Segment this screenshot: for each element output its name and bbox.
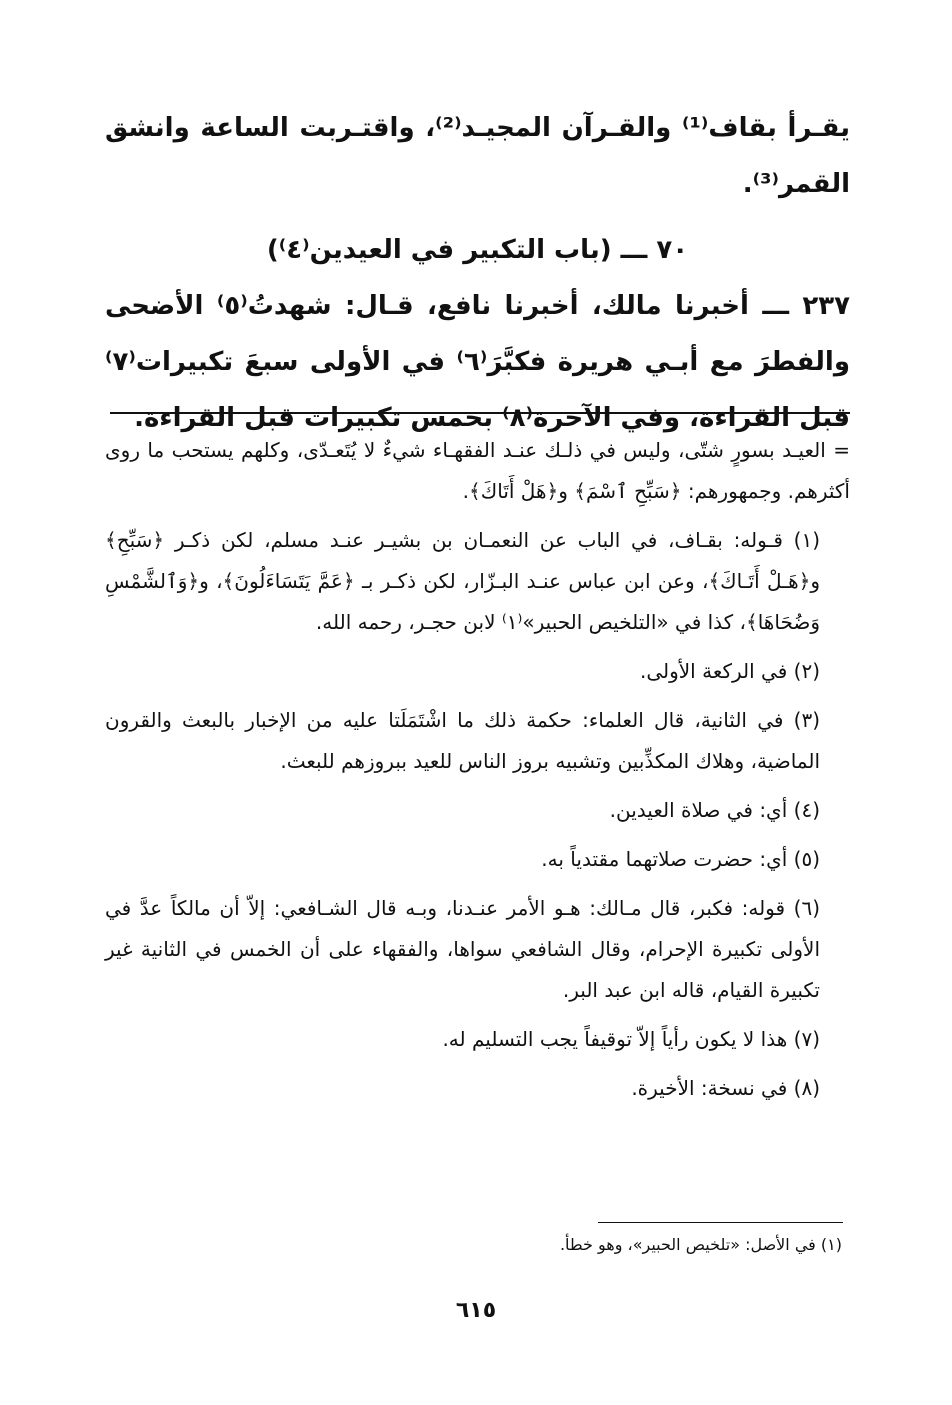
sub-footnote: (١) في الأصل: «تلخيص الحبير»، وهو خطأ. <box>559 1235 842 1254</box>
subnote-separator <box>598 1222 843 1223</box>
footnote-6: (٦) قوله: فكبر، قال مـالك: هـو الأمر عنـدنا، وبـه قال الشـافعي: إلاّ أن مالكاً عدَّ في الأولى تكبيرة الإحرام، وقال الشافعي سواها، والفقهاء على أن الخمس في الثانية غير تكبيرة القيام، قاله ابن عبد البر. <box>105 896 820 1002</box>
page-number: ٦١٥ <box>455 1298 497 1323</box>
footnote-4: (٤) أي: في صلاة العيدين. <box>609 798 820 822</box>
footnote-separator <box>110 412 850 414</box>
footnote-continuation: = العيـد بسورٍ شتّى، وليس في ذلـك عنـد الفقهـاء شيءٌ لا يُتَعـدّى، وكلهم يستحب ما روى أكثرهم. وجمهورهم: ﴿سَبِّحِ ٱسْمَ﴾ و﴿هَلْ أَتَاكَ﴾. <box>105 438 850 503</box>
footnote-8: (٨) في نسخة: الأخيرة. <box>631 1076 820 1100</box>
footnote-5: (٥) أي: حضرت صلاتهما مقتدياً به. <box>541 847 820 871</box>
hadith-text: ٢٣٧ ـــ أخبرنا مالك، أخبرنا نافع، قـال: شهدتُ⁽٥⁾ الأضحى والفطرَ مع أبـي هريرة فكبَّرَ⁽٦⁾ في الأولى سبعَ تكبيرات⁽٧⁾ قبل القراءة، وفي الآخرة⁽٨⁾ بخمس تكبيرات قبل القراءة. <box>105 291 850 433</box>
main-line-1: يقـرأ بقاف⁽¹⁾ والقـرآن المجيـد⁽²⁾، واقتـربت الساعة وانشق القمر⁽³⁾. <box>105 113 850 199</box>
footnotes <box>105 430 850 1117</box>
main-text <box>105 100 850 446</box>
footnote-3: (٣) في الثانية، قال العلماء: حكمة ذلك ما اشْتَمَلَتا عليه من الإخبار بالبعث والقرون الماضية، وهلاك المكذِّبين وتشبيه بروز الناس للعيد ببروزهم للبعث. <box>105 708 820 773</box>
chapter-heading: ٧٠ ـــ (باب التكبير في العيدين⁽٤⁾) <box>266 235 689 265</box>
footnote-7: (٧) هذا لا يكون رأياً إلاّ توقيفاً يجب التسليم له. <box>442 1027 820 1051</box>
footnote-2: (٢) في الركعة الأولى. <box>640 659 820 683</box>
footnote-1: (١) قـوله: بقـاف، في الباب عن النعمـان بن بشيـر عنـد مسلم، لكن ذكـر ﴿سَبِّحِ﴾ و﴿هَـلْ أَتَـاكَ﴾، وعن ابن عباس عنـد البـزّار، لكن ذكـر بـ ﴿عَمَّ يَتَسَاءَلُونَ﴾، و﴿وَٱلشَّمْسِ وَضُحَاهَا﴾، كذا في «التلخيص الحبير»⁽١⁾ لابن حجـر، رحمه الله. <box>105 528 820 634</box>
